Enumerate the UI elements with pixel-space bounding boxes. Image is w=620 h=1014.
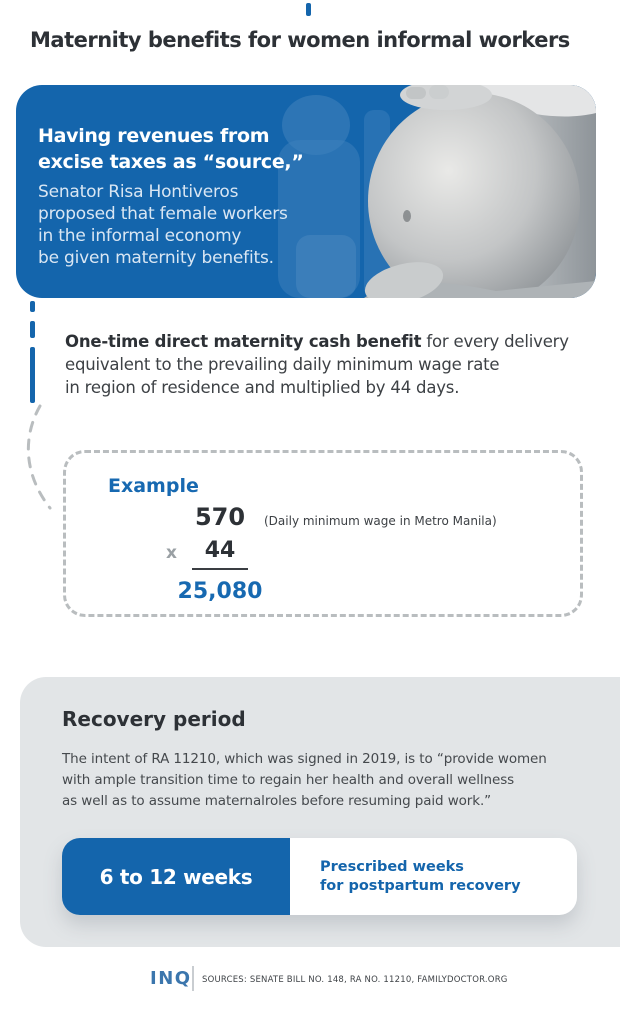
recovery-text-line: The intent of RA 11210, which was signed in 2019, is to “provide women xyxy=(62,751,547,767)
benefit-text-line: in region of residence and multiplied by 44 days. xyxy=(65,378,460,397)
timeline-dash xyxy=(30,347,35,403)
duration-badge xyxy=(62,838,290,915)
duration-callout xyxy=(62,838,577,915)
hero-text-line: proposed that female workers xyxy=(38,204,288,224)
days-value: 44 xyxy=(192,538,248,570)
benefit-text-line: equivalent to the prevailing daily minimum wage rate xyxy=(65,355,500,374)
hero-text-line: be given maternity benefits. xyxy=(38,248,274,268)
connector-curve xyxy=(18,402,64,514)
benefit-paragraph xyxy=(65,330,569,399)
example-box xyxy=(63,450,583,617)
page-title: Maternity benefits for women informal workers xyxy=(30,28,570,52)
hero-card xyxy=(16,85,596,298)
inq-logo: INQ xyxy=(150,968,192,989)
pregnant-belly-photo xyxy=(256,85,596,298)
hero-text-line: in the informal economy xyxy=(38,226,242,246)
wage-note: (Daily minimum wage in Metro Manila) xyxy=(264,514,497,528)
duration-label-line: Prescribed weeks xyxy=(320,858,464,875)
result-value: 25,080 xyxy=(177,579,263,604)
duration-label xyxy=(290,838,577,915)
sources-text: SOURCES: SENATE BILL NO. 148, RA NO. 11210, FAMILYDOCTOR.ORG xyxy=(202,975,508,985)
duration-value: 6 to 12 weeks xyxy=(99,864,253,889)
benefit-text: for every delivery xyxy=(421,332,569,351)
wage-value: 570 xyxy=(194,503,246,531)
multiply-sign: x xyxy=(166,543,177,563)
hero-text-block xyxy=(38,123,304,269)
example-title: Example xyxy=(108,475,199,497)
recovery-title: Recovery period xyxy=(62,707,246,731)
recovery-card xyxy=(20,677,620,947)
footer-divider xyxy=(192,966,194,991)
duration-label-line: for postpartum recovery xyxy=(320,877,521,894)
hero-text-line: Senator Risa Hontiveros xyxy=(38,182,239,202)
timeline-dash xyxy=(30,321,35,338)
recovery-paragraph xyxy=(62,749,547,812)
top-accent-dash xyxy=(306,3,311,16)
hero-heading-line: excise taxes as “source,” xyxy=(38,151,304,173)
hero-heading-line: Having revenues from xyxy=(38,125,270,147)
recovery-text-line: with ample transition time to regain her health and overall wellness xyxy=(62,772,515,788)
benefit-bold-text: One-time direct maternity cash benefit xyxy=(65,332,422,351)
timeline-dash xyxy=(30,301,35,312)
recovery-text-line: as well as to assume maternalroles before resuming paid work.” xyxy=(62,793,492,809)
